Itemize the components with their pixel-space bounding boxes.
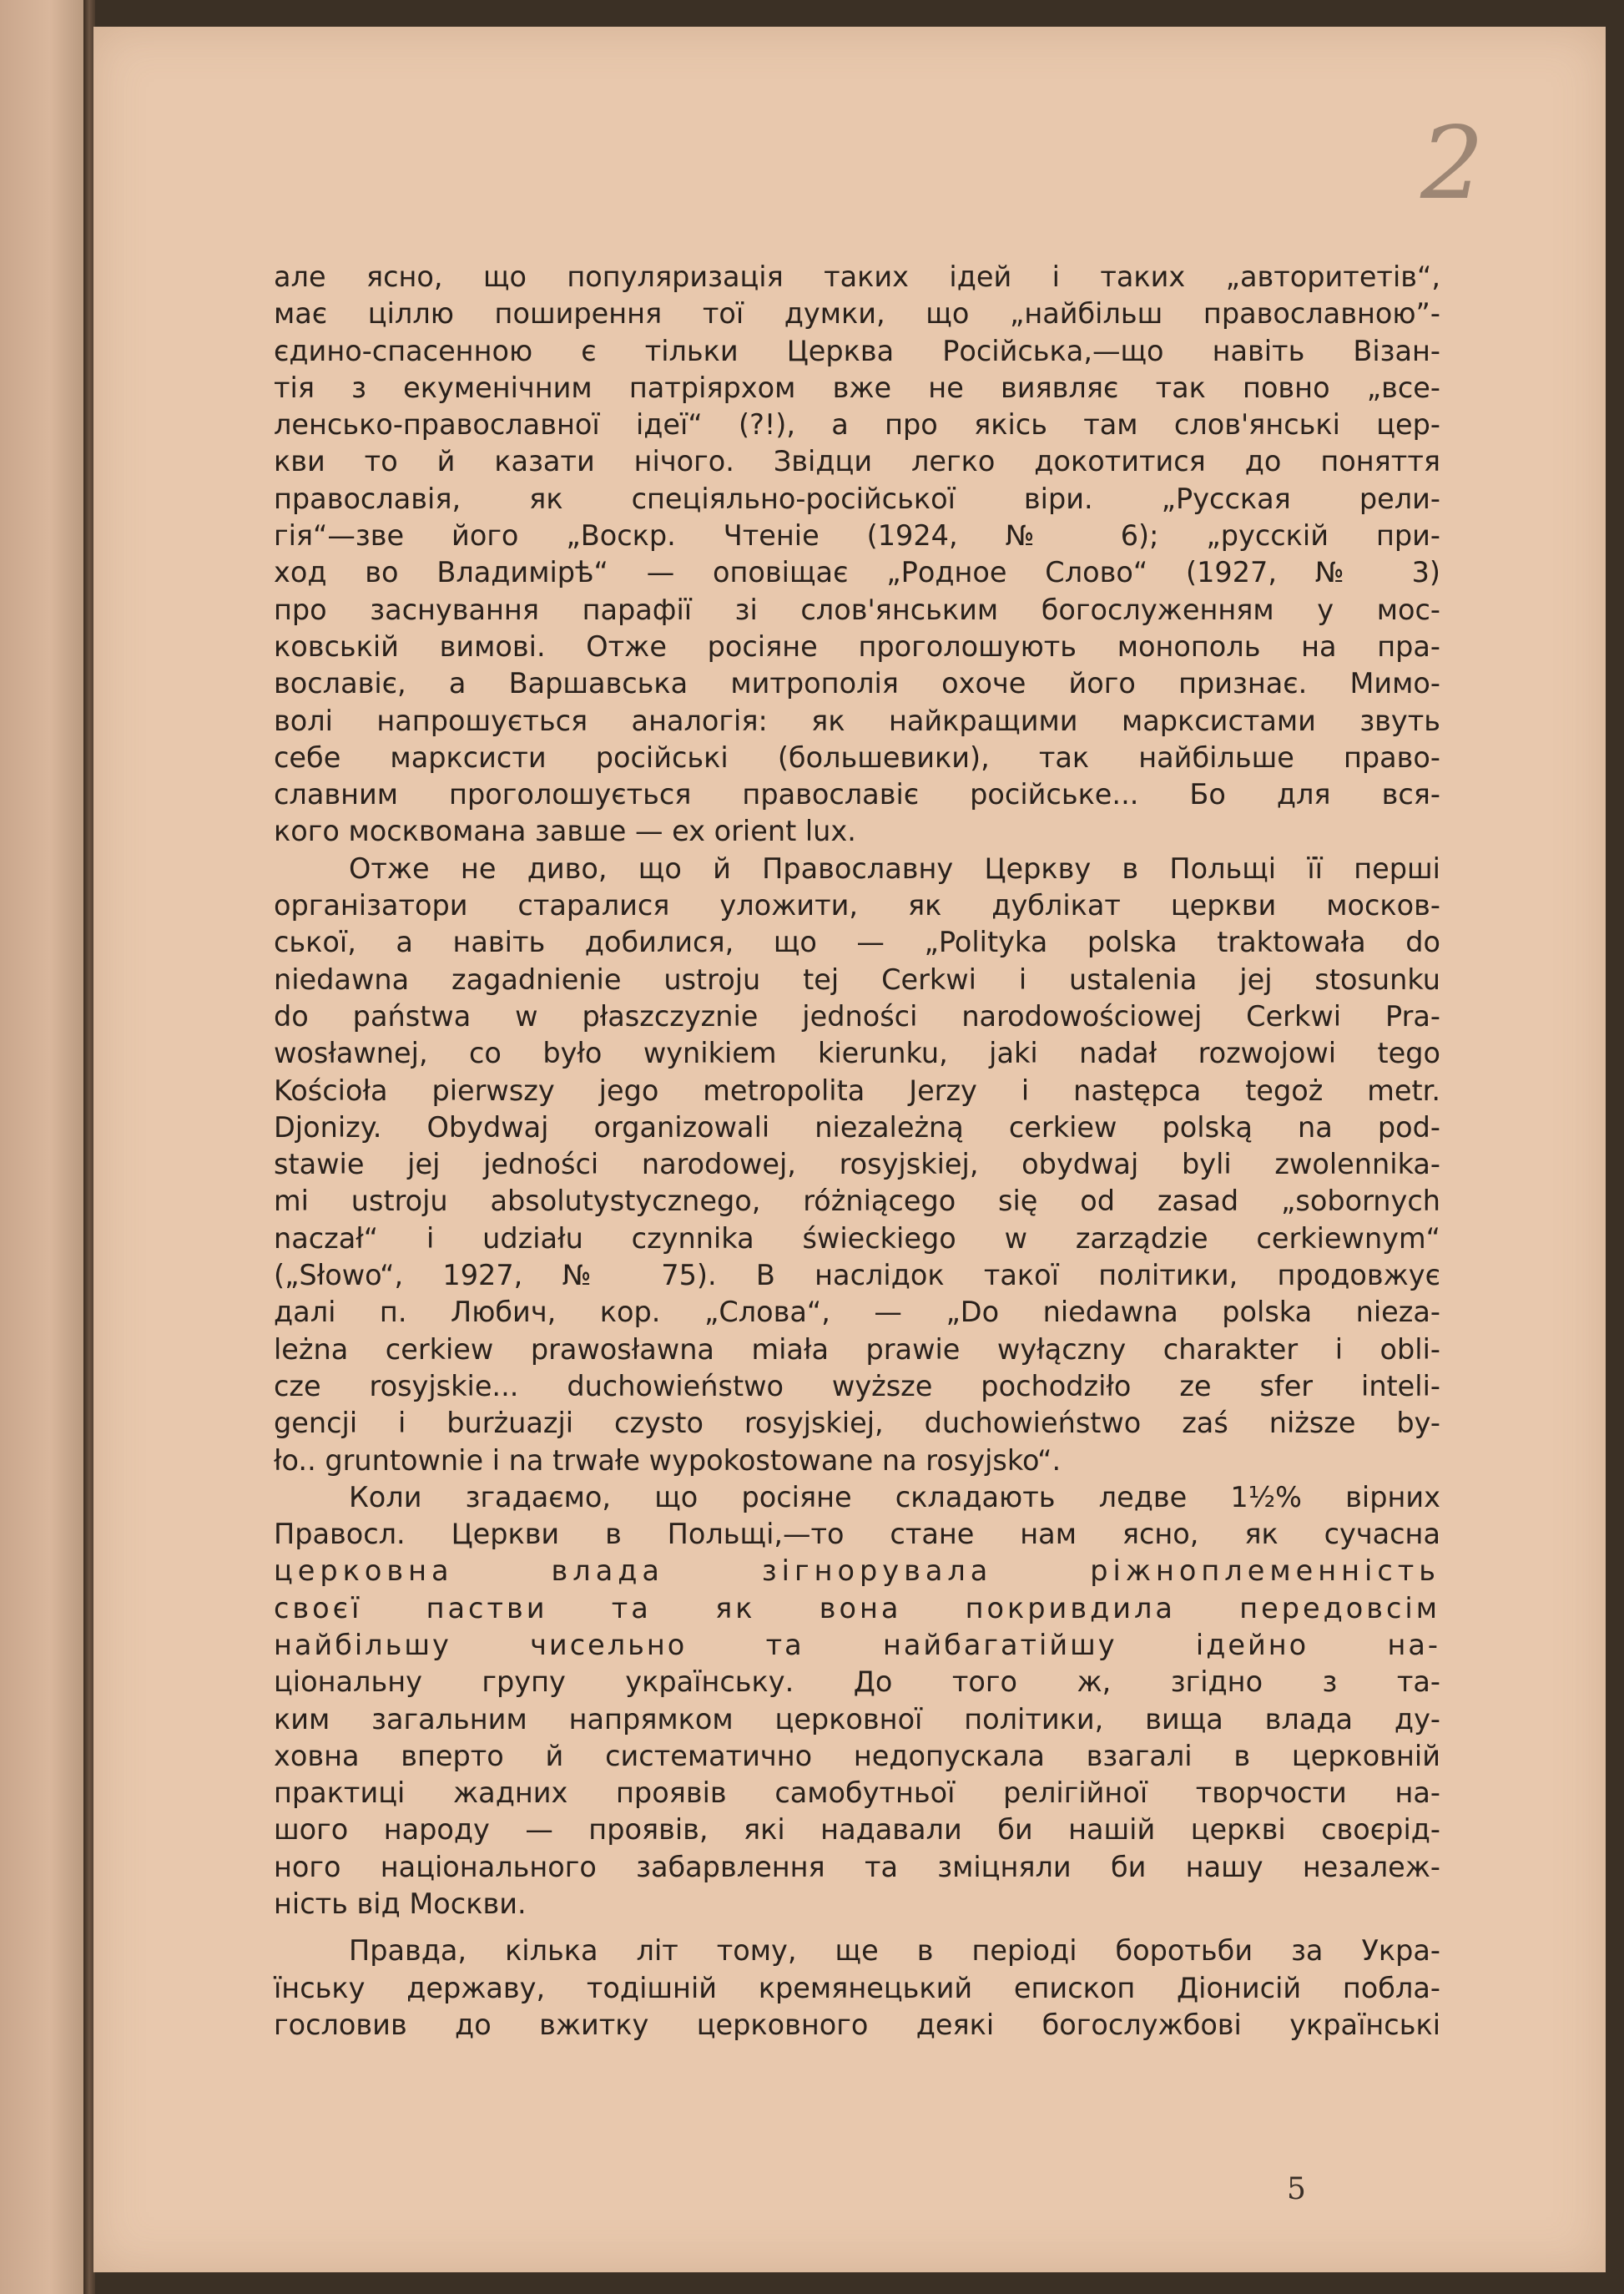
text-line: волі напрошується аналогія: як найкращими марксистами звуть (274, 704, 1440, 737)
text-line: тія з екуменічним патріярхом вже не виявляє так повно „все- (274, 371, 1440, 404)
text-line: ковській вимові. Отже росіяне проголошують монополь на пра- (274, 629, 1440, 663)
text-line: do państwa w płaszczyznie jedności narodowościowej Cerkwi Pra- (274, 999, 1440, 1033)
paragraph (274, 1933, 1440, 2044)
text-line: далі п. Любич, кор. „Слова“, — „Do niedawna polska nieza- (274, 1296, 1440, 1329)
text-line: niedawna zagadnienie ustroju tej Cerkwi i ustalenia jej stosunku (274, 963, 1440, 996)
text-line: своєї пастви та як вона покривдила передовсім (274, 1591, 1440, 1624)
text-line: ного національного забарвлення та зміцняли би нашу незалеж- (274, 1850, 1440, 1883)
text-line: але ясно, що популяризація таких ідей і таких „авторитетів“, (274, 260, 1440, 293)
text-line: православія, як спеціяльно-російської віри. „Русская рели- (274, 482, 1440, 515)
text-line: ło.. gruntownie i na trwałe wypokostowane na rosyjsko“. (274, 1443, 1062, 1477)
paragraph (274, 259, 1440, 851)
text-line: практиці жадних проявів самобутньої релігійної творчости на- (274, 1776, 1440, 1810)
book-page (93, 27, 1606, 2272)
text-line: кого москвомана завше — ex orient lux. (274, 815, 856, 848)
text-line: Kościoła pierwszy jego metropolita Jerzy i następca tegoż metr. (274, 1074, 1440, 1107)
text-line: славним проголошується православіє російське... Бо для вся- (274, 778, 1440, 811)
text-line: ціональну групу українську. До того ж, згідно з та- (274, 1665, 1440, 1699)
text-line: ність від Москви. (274, 1887, 527, 1921)
paragraph (274, 851, 1440, 1479)
text-line: Правосл. Церкви в Польщі,—то стане нам ясно, як сучасна (274, 1518, 1440, 1551)
text-line: церковна влада зігнорувала ріжноплеменність (274, 1554, 1440, 1588)
text-line: організатори старалися уложити, як дублікат церкви москов- (274, 889, 1440, 922)
text-line: ховна вперто й систематично недопускала взагалі в церковній (274, 1739, 1440, 1772)
facing-page-edge (0, 0, 83, 2294)
text-line: wosławnej, co było wynikiem kierunku, jaki nadał rozwojowi tego (274, 1037, 1440, 1070)
text-line: вославіє, а Варшавська митрополія охоче його признає. Мимо- (274, 667, 1440, 700)
text-line: („Słowo“, 1927, № 75). В наслідок такої політики, продовжує (274, 1259, 1440, 1292)
text-line: ської, а навіть добилися, що — „Polityka polska traktowała do (274, 926, 1440, 959)
text-line: єдино-спасенною є тільки Церква Російська,—що навіть Візан- (274, 334, 1440, 367)
text-line: ким загальним напрямком церковної політики, вища влада ду- (274, 1702, 1440, 1736)
text-line: гія“—зве його „Воскр. Чтеніе (1924, № 6); „русскій при- (274, 519, 1440, 553)
page-number: 5 (1287, 2172, 1306, 2206)
text-line: Правда, кілька літ тому, ще в періоді боротьби за Укра- (349, 1934, 1440, 1968)
text-line: Djonizy. Obydwaj organizowali niezależną cerkiew polską na pod- (274, 1110, 1440, 1144)
text-line: гословив до вжитку церковного деякі богослужбові українські (274, 2008, 1440, 2041)
text-line: їнську державу, тодішній кремянецький епископ Діонисій побла- (274, 1971, 1440, 2004)
text-line: шого народу — проявів, які надавали би нашій церкві своєрід- (274, 1813, 1440, 1847)
text-line: mi ustroju absolutystycznego, różniącego się od zasad „sobornych (274, 1185, 1440, 1218)
body-text (274, 259, 1440, 2044)
text-line: naczał“ i udziału czynnika świeckiego w zarządzie cerkiewnym“ (274, 1221, 1440, 1255)
text-line: stawie jej jedności narodowej, rosyjskiej, obydwaj byli zwolennika- (274, 1148, 1440, 1181)
text-line: Коли згадаємо, що росіяне складають ледве 1½% вірних (349, 1480, 1440, 1513)
text-line: Отже не диво, що й Православну Церкву в Польщі її перші (349, 851, 1440, 885)
text-line: ход во Владимірѣ“ — оповіщає „Родное Слово“ (1927, № 3) (274, 556, 1440, 589)
text-line: має ціллю поширення тої думки, що „найбільш православною”- (274, 297, 1440, 331)
text-line: leżna cerkiew prawosławna miała prawie wyłączny charakter i obli- (274, 1332, 1440, 1366)
handwritten-page-number: 2 (1420, 106, 1485, 222)
text-line: про заснування парафії зі слов'янським богослуженням у мос- (274, 593, 1440, 626)
text-line: cze rosyjskie... duchowieństwo wyższe pochodziło ze sfer inteli- (274, 1369, 1440, 1402)
text-line: найбільшу чисельно та найбагатійшу ідейно на- (274, 1628, 1440, 1661)
text-line: gencji i burżuazji czysto rosyjskiej, duchowieństwo zaś niższe by- (274, 1407, 1440, 1440)
paragraph (274, 1479, 1440, 1923)
paragraph-gap (274, 1923, 1440, 1933)
text-line: кви то й казати нічого. Звідци легко докотитися до поняття (274, 445, 1440, 478)
text-line: ленсько-православної ідеї“ (?!), а про якісь там слов'янські цер- (274, 408, 1440, 442)
text-line: себе марксисти російські (большевики), так найбільше право- (274, 740, 1440, 774)
